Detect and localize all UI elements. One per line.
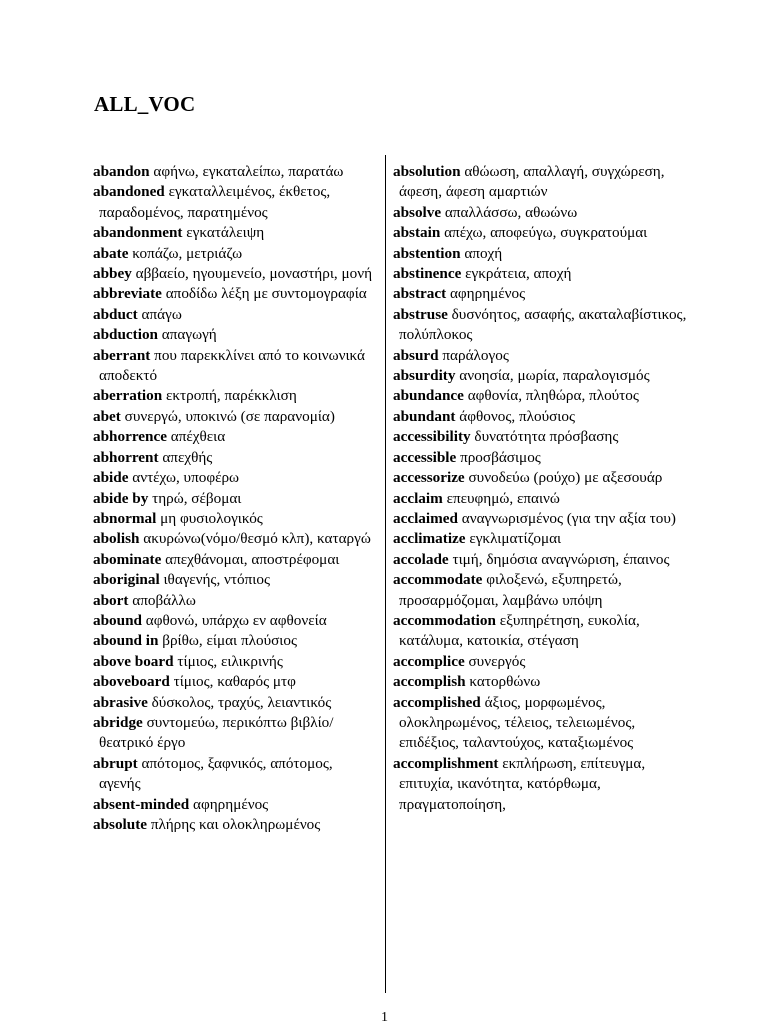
headword: accomplishment <box>393 754 499 772</box>
dictionary-entry <box>93 591 378 611</box>
definition: απαλλάσσω, αθωώνω <box>444 203 578 221</box>
definition: αποβάλλω <box>132 591 196 609</box>
dictionary-entry <box>393 672 693 692</box>
headword: abide <box>93 469 129 487</box>
definition: άφθονος, πλούσιος <box>459 407 575 425</box>
definition: ιθαγενής, ντόπιος <box>163 571 270 589</box>
definition: αφηρημένος <box>193 795 269 813</box>
headword: aboriginal <box>93 571 160 589</box>
definition: προσβάσιμος <box>460 448 541 466</box>
dictionary-entry <box>93 182 378 223</box>
headword: abolish <box>93 530 140 548</box>
definition: αναγνωρισμένος (για την αξία του) <box>461 509 676 527</box>
dictionary-entry <box>93 652 378 672</box>
definition: φιλοξενώ, εξυπηρετώ, προσαρμόζομαι, λαμβάνω υπόψη <box>399 571 622 609</box>
headword: abandoned <box>93 183 165 201</box>
dictionary-entry <box>393 162 693 203</box>
headword: acclimatize <box>393 530 466 548</box>
headword: absolute <box>93 816 148 833</box>
page-title: ALL_VOC <box>94 92 196 116</box>
dictionary-entry <box>393 652 693 672</box>
dictionary-entry <box>93 713 378 754</box>
definition: εκπλήρωση, επίτευγμα, επιτυχία, ικανότητα, κατόρθωμα, πραγματοποίηση, <box>399 754 646 813</box>
headword: abound in <box>93 632 159 650</box>
headword: abrupt <box>93 754 138 772</box>
dictionary-entry <box>93 815 378 835</box>
headword: accessorize <box>393 469 465 487</box>
headword: abominate <box>93 550 162 568</box>
definition: βρίθω, είμαι πλούσιος <box>162 632 297 650</box>
headword: abbreviate <box>93 285 162 303</box>
dictionary-entry <box>393 366 693 386</box>
definition: μη φυσιολογικός <box>160 509 263 527</box>
dictionary-entry <box>93 754 378 795</box>
dictionary-entry <box>93 529 378 549</box>
headword: absolution <box>393 163 461 180</box>
dictionary-entry <box>93 264 378 284</box>
dictionary-entry <box>393 468 693 488</box>
dictionary-entry <box>93 672 378 692</box>
definition: αφήνω, εγκαταλείπω, παρατάω <box>153 163 344 180</box>
definition: αφηρημένος <box>449 285 526 303</box>
dictionary-entry <box>93 427 378 447</box>
headword: abstruse <box>393 305 448 323</box>
definition: δυνατότητα πρόσβασης <box>474 428 619 446</box>
definition: δύσκολος, τραχύς, λειαντικός <box>151 693 332 711</box>
definition: απέχθεια <box>170 428 226 446</box>
headword: accessible <box>393 448 457 466</box>
headword: aberration <box>93 387 163 405</box>
headword: abduct <box>93 305 138 323</box>
left-column <box>93 162 378 835</box>
dictionary-entry <box>93 795 378 815</box>
dictionary-entry <box>393 223 693 243</box>
headword: aberrant <box>93 346 151 364</box>
headword: absurd <box>393 346 439 364</box>
definition: απότομος, ξαφνικός, απότομος, αγενής <box>99 754 333 793</box>
definition: επευφημώ, επαινώ <box>446 489 560 507</box>
dictionary-entry <box>393 509 693 529</box>
headword: abrasive <box>93 693 148 711</box>
definition: απάγω <box>141 305 182 323</box>
dictionary-entry <box>93 244 378 264</box>
dictionary-entry <box>393 754 693 815</box>
headword: accomplished <box>393 693 481 711</box>
dictionary-entry <box>93 693 378 713</box>
dictionary-entry <box>93 631 378 651</box>
headword: abet <box>93 407 121 425</box>
definition: απέχω, αποφεύγω, συγκρατούμαι <box>444 224 648 242</box>
headword: abstain <box>393 224 441 242</box>
definition: άξιος, μορφωμένος, ολοκληρωμένος, τέλειος, τελειωμένος, επιδέξιος, ταλαντούχος, καταξιωμένος <box>399 693 636 752</box>
definition: απεχθάνομαι, αποστρέφομαι <box>165 550 340 568</box>
headword: absent-minded <box>93 795 190 813</box>
headword: above board <box>93 652 174 670</box>
headword: abstinence <box>393 265 462 283</box>
dictionary-entry <box>93 386 378 406</box>
headword: abandon <box>93 163 150 180</box>
dictionary-entry <box>393 346 693 366</box>
definition: εγκατάλειψη <box>186 224 265 242</box>
definition: τιμή, δημόσια αναγνώριση, έπαινος <box>452 550 670 568</box>
headword: abundance <box>393 387 464 405</box>
headword: abate <box>93 244 129 262</box>
headword: abhorrence <box>93 428 167 446</box>
definition: πλήρης και ολοκληρωμένος <box>150 816 321 833</box>
dictionary-entry <box>393 203 693 223</box>
definition: αφθονώ, υπάρχω εν αφθονεία <box>145 611 327 629</box>
headword: abide by <box>93 489 149 507</box>
definition: κατορθώνω <box>469 673 541 691</box>
headword: abridge <box>93 713 143 731</box>
definition: αντέχω, υποφέρω <box>132 469 240 487</box>
definition: ανοησία, μωρία, παραλογισμός <box>459 367 650 385</box>
dictionary-entry <box>93 570 378 590</box>
dictionary-entry <box>393 305 693 346</box>
definition: εξυπηρέτηση, ευκολία, κατάλυμα, κατοικία, στέγαση <box>399 611 640 650</box>
definition: κοπάζω, μετριάζω <box>132 244 243 262</box>
dictionary-entry <box>393 693 693 754</box>
dictionary-entry <box>393 489 693 509</box>
headword: abhorrent <box>93 448 159 466</box>
definition: τίμιος, καθαρός μτφ <box>173 673 296 691</box>
definition: συντομεύω, περικόπτω βιβλίο/θεατρικό έργο <box>99 713 334 752</box>
definition: απαγωγή <box>161 326 217 344</box>
definition: αποδίδω λέξη με συντομογραφία <box>165 285 367 303</box>
definition: παράλογος <box>442 346 509 364</box>
dictionary-entry <box>393 529 693 549</box>
dictionary-entry <box>93 407 378 427</box>
dictionary-entry <box>93 611 378 631</box>
definition: αθώωση, απαλλαγή, συγχώρεση, άφεση, άφεση αμαρτιών <box>399 163 665 201</box>
dictionary-entry <box>393 244 693 264</box>
definition: εκτροπή, παρέκκλιση <box>165 387 297 405</box>
headword: accessibility <box>393 428 471 446</box>
headword: abstention <box>393 244 461 262</box>
headword: absurdity <box>393 367 456 385</box>
definition: συνεργώ, υποκινώ (σε παρανομία) <box>124 407 335 425</box>
headword: abstract <box>393 285 447 303</box>
definition: απεχθής <box>162 448 213 466</box>
headword: acclaim <box>393 489 443 507</box>
headword: abandonment <box>93 224 183 242</box>
headword: aboveboard <box>93 673 170 691</box>
dictionary-entry <box>93 284 378 304</box>
headword: accolade <box>393 550 449 568</box>
column-divider <box>385 155 386 993</box>
headword: abort <box>93 591 129 609</box>
dictionary-entry <box>393 570 693 611</box>
headword: accomplice <box>393 652 465 670</box>
headword: accommodation <box>393 611 496 629</box>
definition: τηρώ, σέβομαι <box>152 489 242 507</box>
definition: συνεργός <box>468 652 526 670</box>
headword: abnormal <box>93 509 157 527</box>
dictionary-entry <box>93 468 378 488</box>
dictionary-entry <box>393 284 693 304</box>
definition: αββαείο, ηγουμενείο, μοναστήρι, μονή <box>135 265 373 283</box>
dictionary-entry <box>93 489 378 509</box>
dictionary-entry <box>393 407 693 427</box>
definition: δυσνόητος, ασαφής, ακαταλαβίστικος, πολύπλοκος <box>399 305 687 344</box>
definition: εγκαταλλειμένος, έκθετος, παραδομένος, παρατημένος <box>99 183 331 221</box>
dictionary-entry <box>393 611 693 652</box>
dictionary-entry <box>93 448 378 468</box>
dictionary-entry <box>393 448 693 468</box>
headword: abundant <box>393 407 456 425</box>
dictionary-entry <box>93 305 378 325</box>
definition: ακυρώνω(νόμο/θεσμό κλπ), καταργώ <box>143 530 371 548</box>
definition: τίμιος, ειλικρινής <box>177 652 283 670</box>
dictionary-entry <box>93 162 378 182</box>
definition: εγκλιματίζομαι <box>469 530 562 548</box>
definition: αφθονία, πληθώρα, πλούτος <box>467 387 639 405</box>
headword: acclaimed <box>393 509 458 527</box>
headword: accomplish <box>393 673 466 691</box>
definition: εγκράτεια, αποχή <box>465 265 572 283</box>
dictionary-entry <box>93 509 378 529</box>
page-number: 1 <box>381 1010 388 1025</box>
headword: absolve <box>393 203 442 221</box>
definition: συνοδεύω (ρούχο) με αξεσουάρ <box>468 469 663 487</box>
dictionary-entry <box>93 325 378 345</box>
definition: που παρεκκλίνει από το κοινωνικά αποδεκτό <box>99 346 366 385</box>
headword: abduction <box>93 326 158 344</box>
dictionary-entry <box>93 346 378 387</box>
dictionary-entry <box>93 550 378 570</box>
dictionary-entry <box>393 386 693 406</box>
dictionary-entry <box>393 550 693 570</box>
definition: αποχή <box>464 244 503 262</box>
headword: abbey <box>93 265 132 283</box>
dictionary-entry <box>393 264 693 284</box>
headword: accommodate <box>393 571 483 589</box>
headword: abound <box>93 611 142 629</box>
right-column <box>393 162 693 815</box>
dictionary-entry <box>93 223 378 243</box>
dictionary-entry <box>393 427 693 447</box>
